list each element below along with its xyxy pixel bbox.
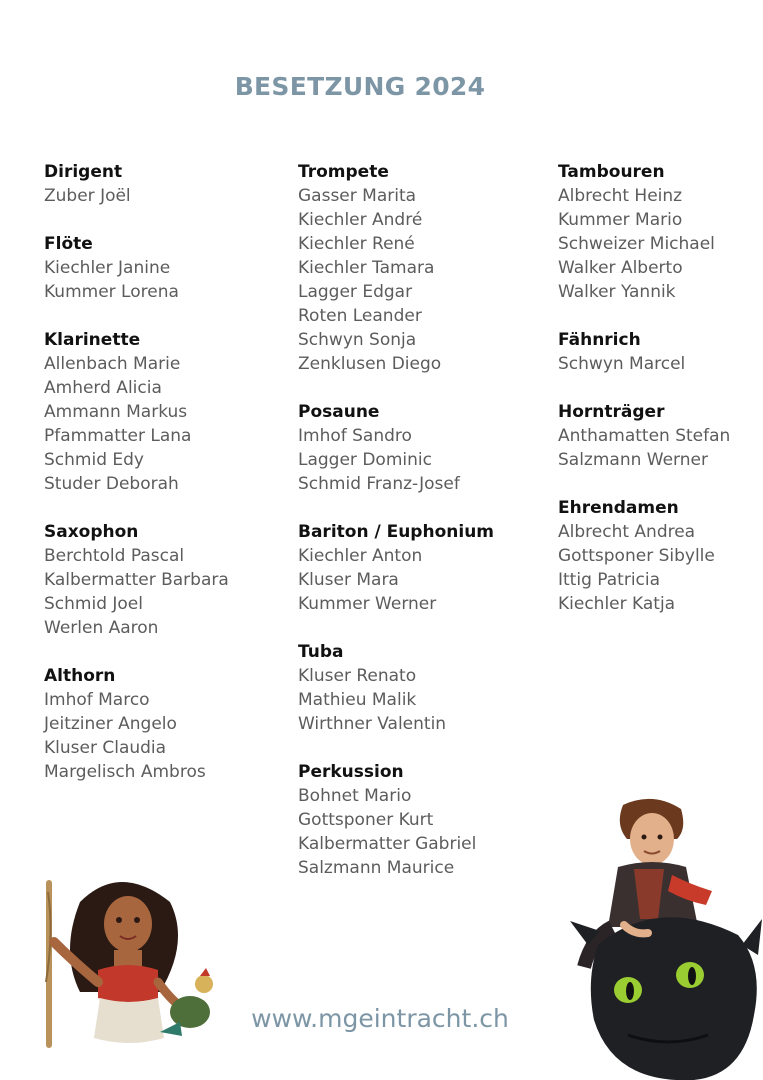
- section-fahnrich: [558, 328, 730, 376]
- member-name: Ittig Patricia: [558, 570, 661, 590]
- member-name: Kummer Werner: [298, 594, 437, 614]
- member-name: Anthamatten Stefan: [558, 426, 731, 446]
- member-name: Imhof Sandro: [298, 426, 412, 446]
- section-horntrager: [558, 400, 730, 472]
- section-trompete: [298, 160, 494, 376]
- member-name: Kalbermatter Gabriel: [298, 834, 477, 854]
- section-posaune: [298, 400, 494, 496]
- member-name: Werlen Aaron: [44, 618, 159, 638]
- section-tambouren: [558, 160, 730, 304]
- section-heading: Hornträger: [558, 402, 665, 422]
- girl-with-oar-illustration: [40, 872, 220, 1052]
- member-name: Kiechler Janine: [44, 258, 171, 278]
- member-name: Schmid Edy: [44, 450, 144, 470]
- member-name: Salzmann Maurice: [298, 858, 455, 878]
- member-name: Wirthner Valentin: [298, 714, 447, 734]
- member-name: Jeitziner Angelo: [44, 714, 177, 734]
- member-name: Schwyn Sonja: [298, 330, 417, 350]
- roster-column-2: [298, 160, 494, 904]
- roster-column-1: [44, 160, 229, 808]
- member-name: Lagger Edgar: [298, 282, 413, 302]
- section-flote: [44, 232, 229, 304]
- member-name: Pfammatter Lana: [44, 426, 192, 446]
- member-name: Mathieu Malik: [298, 690, 417, 710]
- member-name: Salzmann Werner: [558, 450, 708, 470]
- member-name: Gasser Marita: [298, 186, 417, 206]
- section-klarinette: [44, 328, 229, 496]
- member-name: Gottsponer Kurt: [298, 810, 434, 830]
- member-name: Amherd Alicia: [44, 378, 162, 398]
- section-heading: Bariton / Euphonium: [298, 522, 495, 542]
- member-name: Lagger Dominic: [298, 450, 432, 470]
- member-name: Allenbach Marie: [44, 354, 181, 374]
- section-heading: Dirigent: [44, 162, 123, 182]
- member-name: Kluser Renato: [298, 666, 417, 686]
- section-tuba: [298, 640, 494, 736]
- section-heading: Althorn: [44, 666, 116, 686]
- section-perkussion: [298, 760, 494, 880]
- section-heading: Klarinette: [44, 330, 141, 350]
- member-name: Kiechler Anton: [298, 546, 423, 566]
- section-dirigent: [44, 160, 229, 208]
- member-name: Walker Yannik: [558, 282, 676, 302]
- member-name: Kalbermatter Barbara: [44, 570, 229, 590]
- section-heading: Saxophon: [44, 522, 139, 542]
- roster-column-3: [558, 160, 730, 640]
- member-name: Kluser Claudia: [44, 738, 167, 758]
- section-heading: Trompete: [298, 162, 389, 182]
- section-ehrendamen: [558, 496, 730, 616]
- website-url[interactable]: www.mgeintracht.ch: [251, 1004, 509, 1033]
- section-heading: Ehrendamen: [558, 498, 679, 518]
- member-name: Margelisch Ambros: [44, 762, 206, 782]
- member-name: Ammann Markus: [44, 402, 188, 422]
- member-name: Bohnet Mario: [298, 786, 412, 806]
- member-name: Imhof Marco: [44, 690, 150, 710]
- section-bariton-euphonium: [298, 520, 494, 616]
- member-name: Schweizer Michael: [558, 234, 715, 254]
- member-name: Kummer Lorena: [44, 282, 179, 302]
- section-althorn: [44, 664, 229, 784]
- member-name: Schmid Franz-Josef: [298, 474, 460, 494]
- member-name: Zenklusen Diego: [298, 354, 442, 374]
- member-name: Kiechler André: [298, 210, 423, 230]
- member-name: Albrecht Heinz: [558, 186, 683, 206]
- dragon-rider-illustration: [568, 795, 763, 1080]
- member-name: Schwyn Marcel: [558, 354, 686, 374]
- page-title: BESETZUNG 2024: [234, 72, 486, 101]
- member-name: Kiechler René: [298, 234, 415, 254]
- member-name: Albrecht Andrea: [558, 522, 696, 542]
- member-name: Berchtold Pascal: [44, 546, 185, 566]
- member-name: Walker Alberto: [558, 258, 683, 278]
- member-name: Zuber Joël: [44, 186, 131, 206]
- member-name: Studer Deborah: [44, 474, 179, 494]
- section-heading: Tuba: [298, 642, 344, 662]
- member-name: Kiechler Katja: [558, 594, 676, 614]
- member-name: Kummer Mario: [558, 210, 683, 230]
- member-name: Kiechler Tamara: [298, 258, 435, 278]
- section-heading: Perkussion: [298, 762, 404, 782]
- section-heading: Posaune: [298, 402, 380, 422]
- member-name: Gottsponer Sibylle: [558, 546, 715, 566]
- member-name: Kluser Mara: [298, 570, 399, 590]
- member-name: Schmid Joel: [44, 594, 143, 614]
- section-saxophon: [44, 520, 229, 640]
- member-name: Roten Leander: [298, 306, 422, 326]
- section-heading: Fähnrich: [558, 330, 641, 350]
- section-heading: Flöte: [44, 234, 93, 254]
- section-heading: Tambouren: [558, 162, 665, 182]
